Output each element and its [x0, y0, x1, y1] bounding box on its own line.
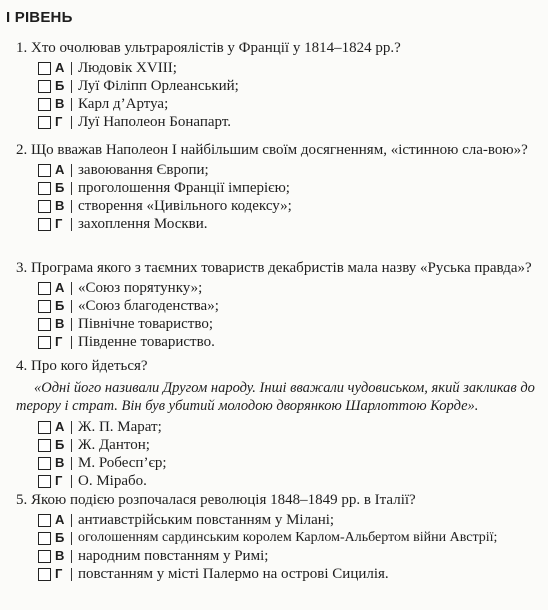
option-letter: Б	[55, 78, 65, 93]
option-a[interactable]	[38, 418, 538, 436]
option-c[interactable]	[38, 315, 538, 333]
checkbox[interactable]	[38, 282, 51, 295]
divider	[71, 182, 72, 195]
divider	[71, 568, 72, 581]
divider	[71, 80, 72, 93]
divider	[71, 282, 72, 295]
divider	[71, 116, 72, 129]
checkbox[interactable]	[38, 336, 51, 349]
divider	[71, 218, 72, 231]
option-d[interactable]	[38, 113, 538, 131]
option-letter: Б	[55, 180, 65, 195]
option-d[interactable]	[38, 565, 538, 583]
option-letter: А	[55, 280, 65, 295]
option-letter: А	[55, 60, 65, 75]
option-c[interactable]	[38, 454, 538, 472]
option-letter: В	[55, 455, 65, 470]
option-letter: Г	[55, 216, 63, 231]
option-c[interactable]	[38, 547, 538, 565]
option-letter: Б	[55, 437, 65, 452]
option-text: Карл д’Артуа;	[78, 96, 169, 112]
checkbox[interactable]	[38, 116, 51, 129]
option-c[interactable]	[38, 95, 538, 113]
question-stem: 4. Про кого йдеться?	[16, 358, 148, 374]
checkbox[interactable]	[38, 568, 51, 581]
question-stem: 1. Хто очолював ультрароялістів у Франції у 1814–1824 рр.?	[16, 40, 401, 56]
checkbox[interactable]	[38, 164, 51, 177]
divider	[71, 550, 72, 563]
option-text: «Союз порятунку»;	[78, 280, 203, 296]
option-text: Північне товариство;	[78, 316, 214, 332]
option-b[interactable]	[38, 436, 538, 454]
question-1	[16, 39, 538, 131]
option-text: О. Мірабо.	[78, 473, 147, 489]
option-letter: В	[55, 96, 65, 111]
option-text: Ж. Дантон;	[78, 437, 150, 453]
option-letter: В	[55, 316, 65, 331]
checkbox[interactable]	[38, 532, 51, 545]
checkbox[interactable]	[38, 80, 51, 93]
divider	[71, 200, 72, 213]
option-text: антиавстрійським повстанням у Мілані;	[78, 512, 335, 528]
checkbox[interactable]	[38, 514, 51, 527]
option-letter: В	[55, 198, 65, 213]
option-text: завоювання Європи;	[78, 162, 209, 178]
question-2	[16, 141, 538, 233]
option-text: Людовік XVIII;	[78, 60, 177, 76]
divider	[71, 475, 72, 488]
option-b[interactable]	[38, 529, 538, 547]
divider	[71, 300, 72, 313]
option-letter: А	[55, 419, 65, 434]
option-text: Ж. П. Марат;	[78, 419, 162, 435]
divider	[71, 318, 72, 331]
option-c[interactable]	[38, 197, 538, 215]
option-letter: Б	[55, 530, 65, 545]
divider	[71, 336, 72, 349]
question-stem: 5. Якою подією розпочалася революція 1848–1849 рр. в Італії?	[16, 492, 416, 508]
checkbox[interactable]	[38, 300, 51, 313]
option-text: захоплення Москви.	[78, 216, 208, 232]
checkbox[interactable]	[38, 98, 51, 111]
option-text: Луї Наполеон Бонапарт.	[78, 114, 232, 130]
checkbox[interactable]	[38, 182, 51, 195]
option-b[interactable]	[38, 179, 538, 197]
option-d[interactable]	[38, 472, 538, 490]
option-letter: Г	[55, 566, 63, 581]
option-a[interactable]	[38, 161, 538, 179]
option-letter: В	[55, 548, 65, 563]
option-a[interactable]	[38, 279, 538, 297]
question-stem: 2. Що вважав Наполеон I найбільшим своїм досягненням, «істинною сла-вою»?	[16, 142, 528, 158]
option-b[interactable]	[38, 297, 538, 315]
question-3	[16, 259, 538, 351]
option-d[interactable]	[38, 333, 538, 351]
option-letter: Г	[55, 473, 63, 488]
level-heading: І РІВЕНЬ	[6, 9, 73, 26]
option-letter: А	[55, 162, 65, 177]
option-a[interactable]	[38, 59, 538, 77]
divider	[71, 457, 72, 470]
checkbox[interactable]	[38, 200, 51, 213]
option-a[interactable]	[38, 511, 538, 529]
checkbox[interactable]	[38, 421, 51, 434]
divider	[71, 62, 72, 75]
option-text: проголошення Франції імперією;	[78, 180, 290, 196]
option-text: народним повстанням у Римі;	[78, 548, 269, 564]
checkbox[interactable]	[38, 439, 51, 452]
divider	[71, 532, 72, 545]
checkbox[interactable]	[38, 457, 51, 470]
checkbox[interactable]	[38, 218, 51, 231]
option-text: Південне товариство.	[78, 334, 215, 350]
divider	[71, 421, 72, 434]
option-b[interactable]	[38, 77, 538, 95]
question-stem: 3. Програма якого з таємних товариств декабристів мала назву «Руська правда»?	[16, 260, 532, 276]
checkbox[interactable]	[38, 318, 51, 331]
option-text: повстанням у місті Палермо на острові Сицилія.	[78, 566, 389, 582]
option-text: М. Робесп’єр;	[78, 455, 167, 471]
option-text: створення «Цивільного кодексу»;	[78, 198, 292, 214]
question-5	[16, 491, 538, 583]
option-letter: Г	[55, 114, 63, 129]
divider	[71, 514, 72, 527]
option-text: оголошенням сардинським королем Карлом-Альбертом війни Австрії;	[78, 530, 498, 545]
option-letter: Б	[55, 298, 65, 313]
question-4	[16, 357, 538, 490]
option-letter: Г	[55, 334, 63, 349]
checkbox[interactable]	[38, 550, 51, 563]
question-quote: «Одні його називали Другом народу. Інші вважали чудовиськом, який закликав до терору і страт. Він був убитий молодою дворянкою Шарлоттою Корде».	[16, 380, 535, 414]
divider	[71, 98, 72, 111]
option-letter: А	[55, 512, 65, 527]
divider	[71, 164, 72, 177]
checkbox[interactable]	[38, 475, 51, 488]
divider	[71, 439, 72, 452]
option-text: Луї Філіпп Орлеанський;	[78, 78, 239, 94]
option-text: «Союз благоденства»;	[78, 298, 219, 314]
checkbox[interactable]	[38, 62, 51, 75]
option-d[interactable]	[38, 215, 538, 233]
